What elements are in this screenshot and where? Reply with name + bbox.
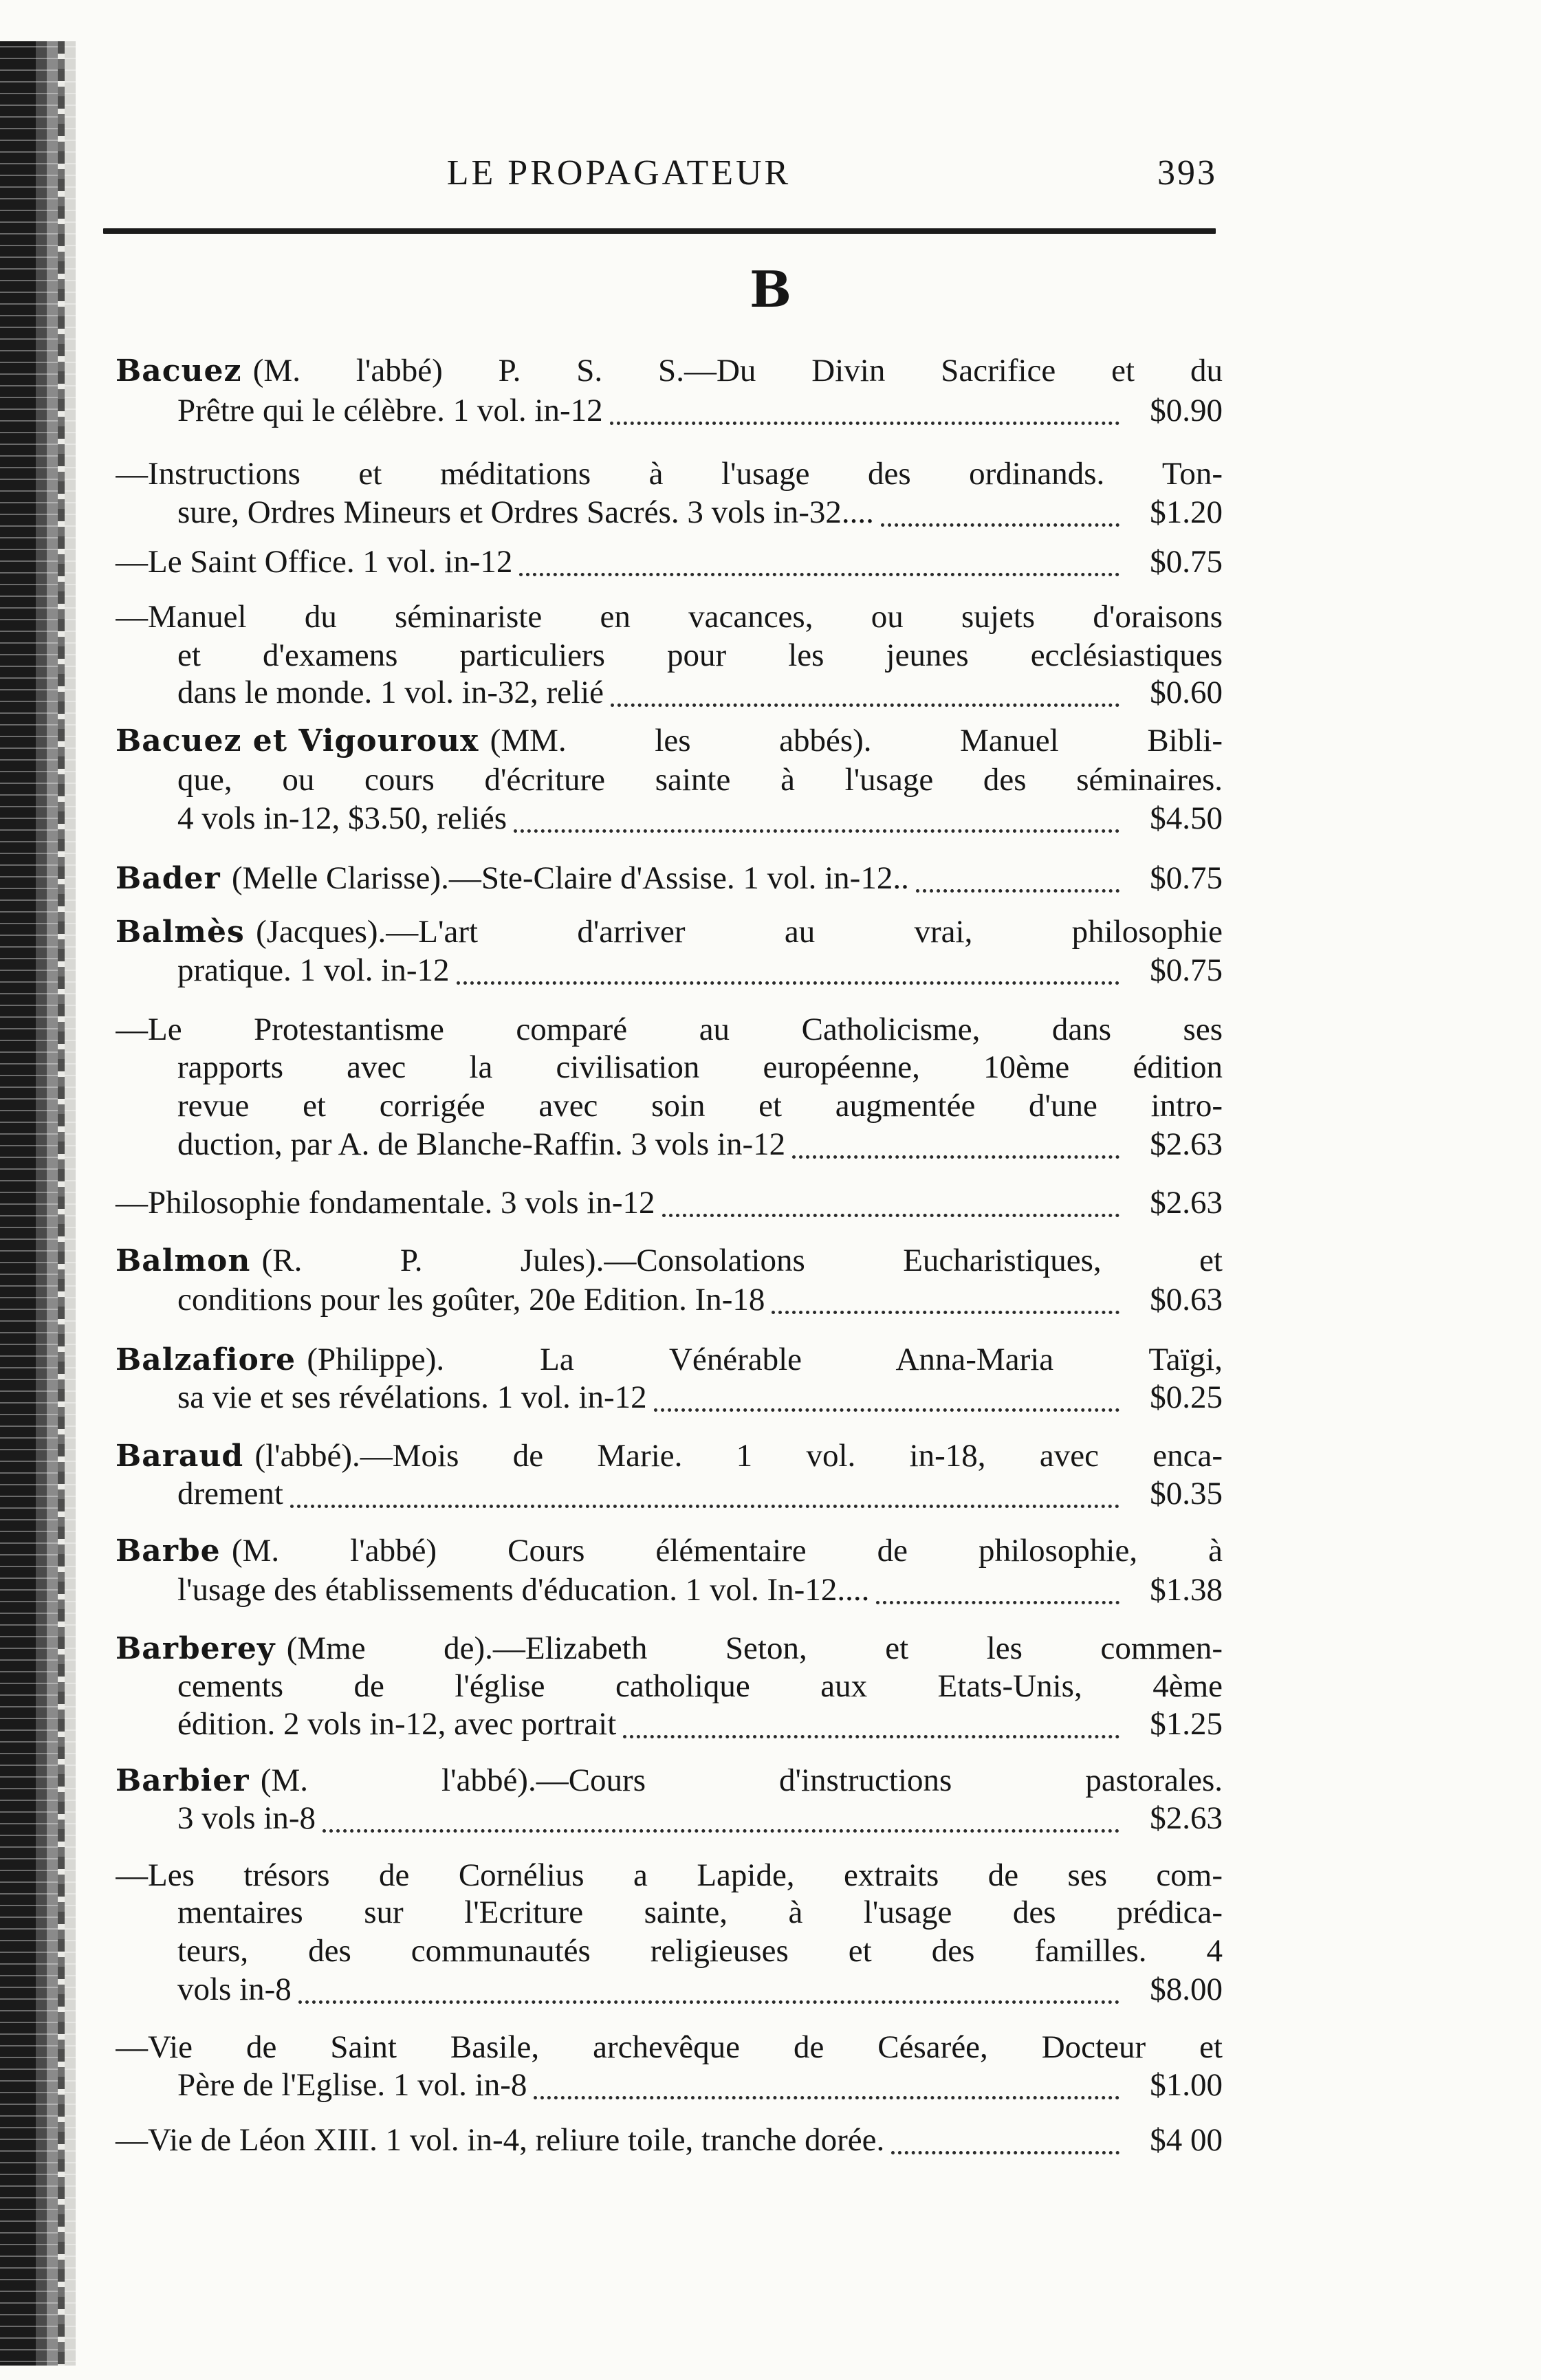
entry-price: $0.35 bbox=[1150, 1476, 1223, 1511]
leader-dots bbox=[298, 1992, 1119, 2004]
entry-line bbox=[177, 1049, 1223, 1089]
entry-continuation: 3 vols in-8 bbox=[177, 1800, 316, 1836]
entry-line bbox=[177, 674, 1223, 714]
entry-line bbox=[177, 1705, 1223, 1745]
entry-line bbox=[116, 543, 1223, 583]
entry-price: $0.75 bbox=[1150, 544, 1223, 580]
entry-price: $2.63 bbox=[1150, 1126, 1223, 1162]
leader-dots bbox=[891, 2143, 1119, 2154]
entry-author: Barbier bbox=[116, 1763, 261, 1798]
entry-continuation: que, ou cours d'écriture sainte à l'usage des séminaires. bbox=[177, 762, 1223, 798]
leader-dots bbox=[662, 1205, 1119, 1217]
leader-dots bbox=[290, 1496, 1119, 1508]
leader-dots bbox=[323, 1821, 1119, 1833]
leader-dots bbox=[514, 821, 1119, 833]
leader-dots bbox=[611, 695, 1119, 707]
entry-continuation: sa vie et ses révélations. 1 vol. in-12 bbox=[177, 1379, 647, 1415]
entry-line bbox=[116, 1184, 1223, 1224]
entry-line bbox=[177, 2066, 1223, 2106]
entry-line bbox=[116, 1762, 1223, 1802]
entry-continuation: édition. 2 vols in-12, avec portrait bbox=[177, 1706, 617, 1742]
entry-line bbox=[116, 860, 1223, 899]
entry-line bbox=[177, 1126, 1223, 1166]
entry-line bbox=[177, 800, 1223, 840]
entry-continuation: duction, par A. de Blanche-Raffin. 3 vols in-12 bbox=[177, 1126, 786, 1162]
entry-line bbox=[177, 494, 1223, 534]
entry-price: $0.63 bbox=[1150, 1282, 1223, 1318]
entry-line bbox=[177, 1087, 1223, 1127]
entry-title: (l'abbé).—Mois de Marie. 1 vol. in-18, avec enca- bbox=[254, 1438, 1223, 1474]
entry-line bbox=[177, 952, 1223, 992]
entry-title: —Philosophie fondamentale. 3 vols in-12 bbox=[116, 1185, 655, 1221]
entry-title: —Vie de Saint Basile, archevêque de Césarée, Docteur et bbox=[116, 2029, 1223, 2065]
entry-price: $1.25 bbox=[1150, 1706, 1223, 1742]
leader-dots bbox=[916, 881, 1119, 893]
entry-line bbox=[116, 1532, 1223, 1572]
entry-title: (MM. les abbés). Manuel Bibli- bbox=[490, 723, 1223, 758]
entry-price: $2.63 bbox=[1150, 1800, 1223, 1836]
entry-line bbox=[177, 1281, 1223, 1321]
entry-author: Barbe bbox=[116, 1533, 232, 1569]
entry-line bbox=[116, 2121, 1223, 2161]
entry-line bbox=[177, 1932, 1223, 1972]
header-rule bbox=[103, 228, 1216, 234]
entry-line bbox=[116, 2029, 1223, 2068]
entry-continuation: 4 vols in-12, $3.50, reliés bbox=[177, 800, 507, 836]
entry-continuation: l'usage des établissements d'éducation. 1 vol. In-12.... bbox=[177, 1572, 870, 1608]
entry-line bbox=[116, 722, 1223, 762]
entry-author: Bader bbox=[116, 861, 232, 896]
entry-author: Balmès bbox=[116, 915, 256, 950]
entry-price: $4.50 bbox=[1150, 800, 1223, 836]
entry-title: —Les trésors de Cornélius a Lapide, extraits de ses com- bbox=[116, 1857, 1223, 1893]
page-number: 393 bbox=[1157, 153, 1217, 193]
leader-dots bbox=[519, 565, 1119, 576]
entry-line bbox=[116, 598, 1223, 638]
entry-line bbox=[177, 637, 1223, 677]
entry-continuation: sure, Ordres Mineurs et Ordres Sacrés. 3 vols in-32.... bbox=[177, 494, 874, 530]
entry-continuation: dans le monde. 1 vol. in-32, relié bbox=[177, 675, 604, 710]
entry-price: $0.75 bbox=[1150, 860, 1223, 896]
leader-dots bbox=[792, 1147, 1119, 1159]
entry-continuation: cements de l'église catholique aux Etats-Unis, 4ème bbox=[177, 1668, 1223, 1704]
entry-line bbox=[177, 1668, 1223, 1707]
entry-title: —Vie de Léon XIII. 1 vol. in-4, reliure toile, tranche dorée. bbox=[116, 2122, 885, 2158]
entry-title: (Jacques).—L'art d'arriver au vrai, philosophie bbox=[256, 914, 1223, 950]
entry-line bbox=[116, 455, 1223, 495]
entry-price: $0.75 bbox=[1150, 952, 1223, 988]
entry-line bbox=[177, 1571, 1223, 1611]
entry-line bbox=[116, 352, 1223, 392]
leader-dots bbox=[772, 1302, 1119, 1314]
entry-author: Bacuez et Vigouroux bbox=[116, 723, 490, 758]
entry-continuation: vols in-8 bbox=[177, 1972, 292, 2007]
leader-dots bbox=[457, 973, 1119, 985]
entry-line bbox=[177, 761, 1223, 801]
leader-dots bbox=[876, 1593, 1119, 1604]
entry-line bbox=[116, 1437, 1223, 1477]
entry-title: —Manuel du séminariste en vacances, ou sujets d'oraisons bbox=[116, 599, 1223, 635]
entry-price: $8.00 bbox=[1150, 1972, 1223, 2007]
entry-continuation: et d'examens particuliers pour les jeunes ecclésiastiques bbox=[177, 637, 1223, 673]
entry-line bbox=[177, 1894, 1223, 1934]
entry-line bbox=[177, 1475, 1223, 1515]
section-letter: B bbox=[750, 260, 791, 318]
leader-dots bbox=[623, 1727, 1119, 1738]
entry-line bbox=[116, 913, 1223, 953]
leader-dots bbox=[654, 1400, 1119, 1412]
page-header bbox=[103, 153, 1217, 202]
entry-line bbox=[177, 1379, 1223, 1419]
entry-line bbox=[116, 1630, 1223, 1670]
entry-line bbox=[177, 392, 1223, 432]
entry-continuation: revue et corrigée avec soin et augmentée d'une intro- bbox=[177, 1088, 1223, 1124]
leader-dots bbox=[610, 413, 1119, 425]
entry-title: (M. l'abbé) P. S. S.—Du Divin Sacrifice et du bbox=[252, 353, 1223, 389]
entry-title: (R. P. Jules).—Consolations Eucharistiques, et bbox=[261, 1243, 1223, 1278]
entry-continuation: pratique. 1 vol. in-12 bbox=[177, 952, 450, 988]
entry-continuation: conditions pour les goûter, 20e Edition. In-18 bbox=[177, 1282, 765, 1318]
entry-title: (M. l'abbé).—Cours d'instructions pastorales. bbox=[260, 1762, 1223, 1798]
entry-author: Balmon bbox=[116, 1243, 262, 1278]
entry-price: $1.38 bbox=[1150, 1572, 1223, 1608]
entry-continuation: drement bbox=[177, 1476, 283, 1511]
entry-title: (Mme de).—Elizabeth Seton, et les commen- bbox=[286, 1630, 1223, 1666]
binding-edge bbox=[58, 41, 65, 2366]
running-title: LE PROPAGATEUR bbox=[446, 153, 791, 193]
entry-title: —Instructions et méditations à l'usage des ordinands. Ton- bbox=[116, 456, 1223, 492]
entry-line bbox=[116, 1011, 1223, 1051]
entry-title: —Le Protestantisme comparé au Catholicisme, dans ses bbox=[116, 1012, 1223, 1047]
entry-title: (Melle Clarisse).—Ste-Claire d'Assise. 1 vol. in-12.. bbox=[231, 860, 909, 896]
entry-title: (M. l'abbé) Cours élémentaire de philosophie, à bbox=[231, 1533, 1223, 1569]
entry-line bbox=[116, 1857, 1223, 1897]
entry-price: $2.63 bbox=[1150, 1185, 1223, 1221]
entry-author: Bacuez bbox=[116, 353, 253, 389]
entry-line bbox=[116, 1242, 1223, 1282]
entry-continuation: teurs, des communautés religieuses et des familles. 4 bbox=[177, 1933, 1223, 1969]
entry-author: Baraud bbox=[116, 1439, 255, 1474]
entry-title: —Le Saint Office. 1 vol. in-12 bbox=[116, 544, 513, 580]
entry-price: $0.90 bbox=[1150, 393, 1223, 428]
leader-dots bbox=[881, 515, 1119, 527]
entry-price: $1.20 bbox=[1150, 494, 1223, 530]
entry-title: (Philippe). La Vénérable Anna-Maria Taïgi, bbox=[307, 1342, 1223, 1377]
entry-line bbox=[116, 1341, 1223, 1381]
leader-dots bbox=[534, 2088, 1119, 2099]
entry-author: Barberey bbox=[116, 1631, 287, 1666]
entry-continuation: mentaires sur l'Ecriture sainte, à l'usage des prédica- bbox=[177, 1895, 1223, 1930]
entry-price: $0.25 bbox=[1150, 1379, 1223, 1415]
entry-author: Balzafiore bbox=[116, 1342, 307, 1377]
entry-line bbox=[177, 1800, 1223, 1839]
entry-price: $0.60 bbox=[1150, 675, 1223, 710]
entry-line bbox=[177, 1971, 1223, 2011]
entry-continuation: Père de l'Eglise. 1 vol. in-8 bbox=[177, 2067, 527, 2103]
entry-price: $1.00 bbox=[1150, 2067, 1223, 2103]
entry-price: $4 00 bbox=[1150, 2122, 1223, 2158]
entry-continuation: rapports avec la civilisation européenne, 10ème édition bbox=[177, 1049, 1223, 1085]
entry-continuation: Prêtre qui le célèbre. 1 vol. in-12 bbox=[177, 393, 603, 428]
